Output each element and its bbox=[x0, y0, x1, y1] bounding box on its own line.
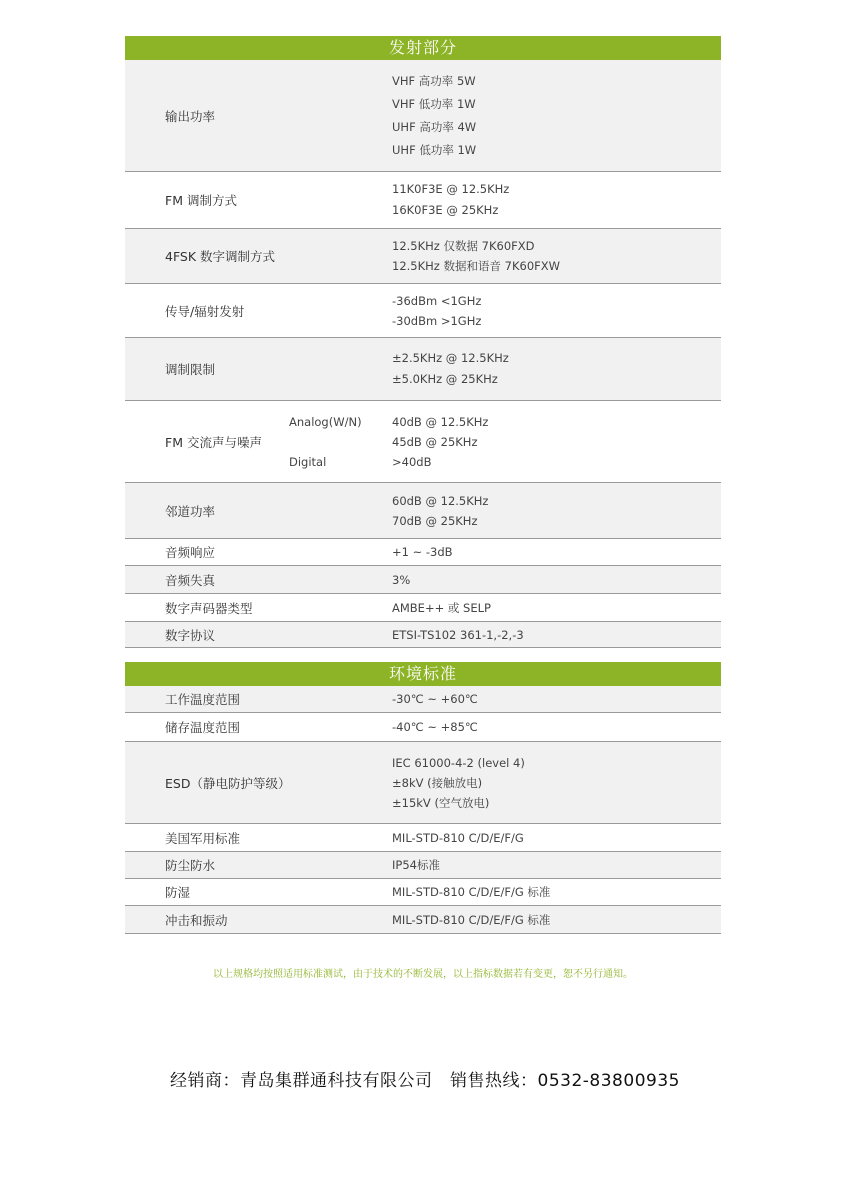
spec-value: MIL-STD-810 C/D/E/F/G 标准 bbox=[392, 912, 551, 927]
spec-name: 音频响应 bbox=[165, 545, 216, 560]
spec-value: IEC 61000-4-2 (level 4) bbox=[392, 755, 525, 770]
spec-value: 60dB @ 12.5KHz bbox=[392, 493, 489, 508]
spec-name: 传导/辐射发射 bbox=[165, 303, 245, 319]
spec-name: 防湿 bbox=[165, 885, 191, 900]
spec-row bbox=[125, 60, 721, 172]
spec-name: 调制限制 bbox=[165, 362, 216, 377]
spec-row bbox=[125, 401, 721, 483]
spec-value: UHF 低功率 1W bbox=[392, 142, 477, 157]
spec-row bbox=[125, 229, 721, 284]
spec-row bbox=[125, 879, 721, 906]
spec-row bbox=[125, 172, 721, 229]
spec-name: FM 调制方式 bbox=[165, 193, 237, 208]
spec-value: VHF 低功率 1W bbox=[392, 96, 476, 111]
spec-value: AMBE++ 或 SELP bbox=[392, 600, 491, 615]
spec-value: -40℃ ~ +85℃ bbox=[392, 720, 478, 734]
spec-row bbox=[125, 824, 721, 852]
spec-value: MIL-STD-810 C/D/E/F/G 标准 bbox=[392, 885, 551, 899]
spec-value: IP54标准 bbox=[392, 858, 440, 872]
spec-value: MIL-STD-810 C/D/E/F/G bbox=[392, 830, 524, 845]
spec-name: 数字协议 bbox=[165, 627, 216, 643]
disclaimer-note: 以上规格均按照适用标准测试，由于技术的不断发展，以上指标数据若有变更，恕不另行通知。 bbox=[213, 969, 633, 980]
spec-value: 70dB @ 25KHz bbox=[392, 513, 478, 528]
spec-name: FM 交流声与噪声 bbox=[165, 434, 262, 450]
spec-row bbox=[125, 686, 721, 713]
spec-row bbox=[125, 594, 721, 622]
spec-value: -30dBm >1GHz bbox=[392, 313, 482, 328]
spec-row bbox=[125, 713, 721, 742]
spec-sub-label: Digital bbox=[289, 454, 327, 469]
spec-value: >40dB bbox=[392, 454, 432, 469]
spec-value: 11K0F3E @ 12.5KHz bbox=[392, 182, 510, 196]
spec-row bbox=[125, 539, 721, 566]
spec-row bbox=[125, 338, 721, 401]
spec-value: +1 ~ -3dB bbox=[392, 545, 453, 559]
spec-row bbox=[125, 566, 721, 594]
spec-value: 16K0F3E @ 25KHz bbox=[392, 203, 499, 217]
section-title: 环境标准 bbox=[125, 662, 721, 686]
spec-value: ETSI-TS102 361-1,-2,-3 bbox=[392, 627, 524, 642]
spec-value: ±5.0KHz @ 25KHz bbox=[392, 372, 498, 386]
spec-name: 输出功率 bbox=[165, 108, 216, 124]
spec-name: 防尘防水 bbox=[165, 858, 216, 873]
spec-name: 工作温度范围 bbox=[165, 692, 241, 707]
spec-value: ±8kV (接触放电) bbox=[392, 775, 483, 790]
spec-value: UHF 高功率 4W bbox=[392, 119, 477, 134]
spec-name: ESD（静电防护等级） bbox=[165, 775, 291, 791]
spec-value: 3% bbox=[392, 572, 411, 587]
spec-row bbox=[125, 284, 721, 338]
transmitter-section bbox=[125, 36, 721, 648]
spec-row bbox=[125, 622, 721, 648]
spec-value: ±2.5KHz @ 12.5KHz bbox=[392, 351, 509, 365]
spec-name: 储存温度范围 bbox=[165, 720, 241, 735]
spec-name: 数字声码器类型 bbox=[165, 600, 253, 616]
spec-value: 45dB @ 25KHz bbox=[392, 434, 478, 449]
spec-value: VHF 高功率 5W bbox=[392, 73, 476, 88]
dealer-info: 经销商：青岛集群通科技有限公司 销售热线：0532-83800935 bbox=[170, 1071, 680, 1091]
spec-value: 12.5KHz 仅数据 7K60FXD bbox=[392, 239, 535, 253]
spec-value: -36dBm <1GHz bbox=[392, 293, 482, 308]
spec-name: 冲击和振动 bbox=[165, 912, 228, 928]
spec-row bbox=[125, 483, 721, 539]
spec-value: -30℃ ~ +60℃ bbox=[392, 692, 478, 706]
environment-section bbox=[125, 662, 721, 934]
spec-sub-label: Analog(W/N) bbox=[289, 414, 362, 429]
spec-value: 12.5KHz 数据和语音 7K60FXW bbox=[392, 259, 560, 273]
spec-value: ±15kV (空气放电) bbox=[392, 795, 490, 810]
section-title: 发射部分 bbox=[125, 36, 721, 60]
spec-row bbox=[125, 852, 721, 879]
spec-row bbox=[125, 906, 721, 934]
spec-name: 邻道功率 bbox=[165, 503, 216, 519]
spec-name: 音频失真 bbox=[165, 572, 216, 588]
spec-name: 美国军用标准 bbox=[165, 830, 241, 846]
spec-name: 4FSK 数字调制方式 bbox=[165, 249, 276, 264]
spec-row bbox=[125, 742, 721, 824]
spec-value: 40dB @ 12.5KHz bbox=[392, 414, 489, 429]
